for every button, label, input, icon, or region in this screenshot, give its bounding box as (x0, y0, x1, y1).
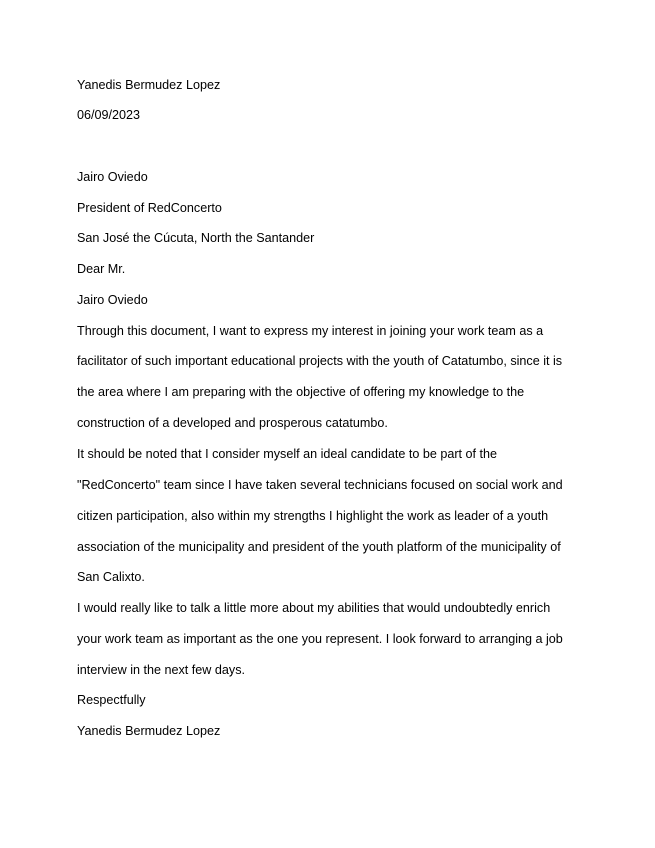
body-line: Through this document, I want to express my interest in joining your work team as a (77, 324, 544, 338)
body-line: citizen participation, also within my strengths I highlight the work as leader of a youth (77, 509, 549, 523)
body-line: interview in the next few days. (77, 663, 245, 677)
body-line: association of the municipality and president of the youth platform of the municipality of (77, 540, 561, 554)
sender-name: Yanedis Bermudez Lopez (77, 78, 221, 92)
signature-name: Yanedis Bermudez Lopez (77, 724, 221, 738)
salutation-name: Jairo Oviedo (77, 293, 148, 307)
body-line: facilitator of such important educational projects with the youth of Catatumbo, since it is (77, 354, 563, 368)
body-line: construction of a developed and prosperous catatumbo. (77, 416, 388, 430)
body-line: I would really like to talk a little more about my abilities that would undoubtedly enrich (77, 601, 551, 615)
recipient-name: Jairo Oviedo (77, 170, 148, 184)
body-line: "RedConcerto" team since I have taken several technicians focused on social work and (77, 478, 563, 492)
body-line: your work team as important as the one you represent. I look forward to arranging a job (77, 632, 563, 646)
closing: Respectfully (77, 693, 146, 707)
body-line: the area where I am preparing with the objective of offering my knowledge to the (77, 385, 525, 399)
letter-date: 06/09/2023 (77, 108, 141, 122)
recipient-title: President of RedConcerto (77, 201, 222, 215)
body-line: It should be noted that I consider myself an ideal candidate to be part of the (77, 447, 498, 461)
salutation: Dear Mr. (77, 262, 126, 276)
body-line: San Calixto. (77, 570, 145, 584)
recipient-address: San José the Cúcuta, North the Santander (77, 231, 315, 245)
